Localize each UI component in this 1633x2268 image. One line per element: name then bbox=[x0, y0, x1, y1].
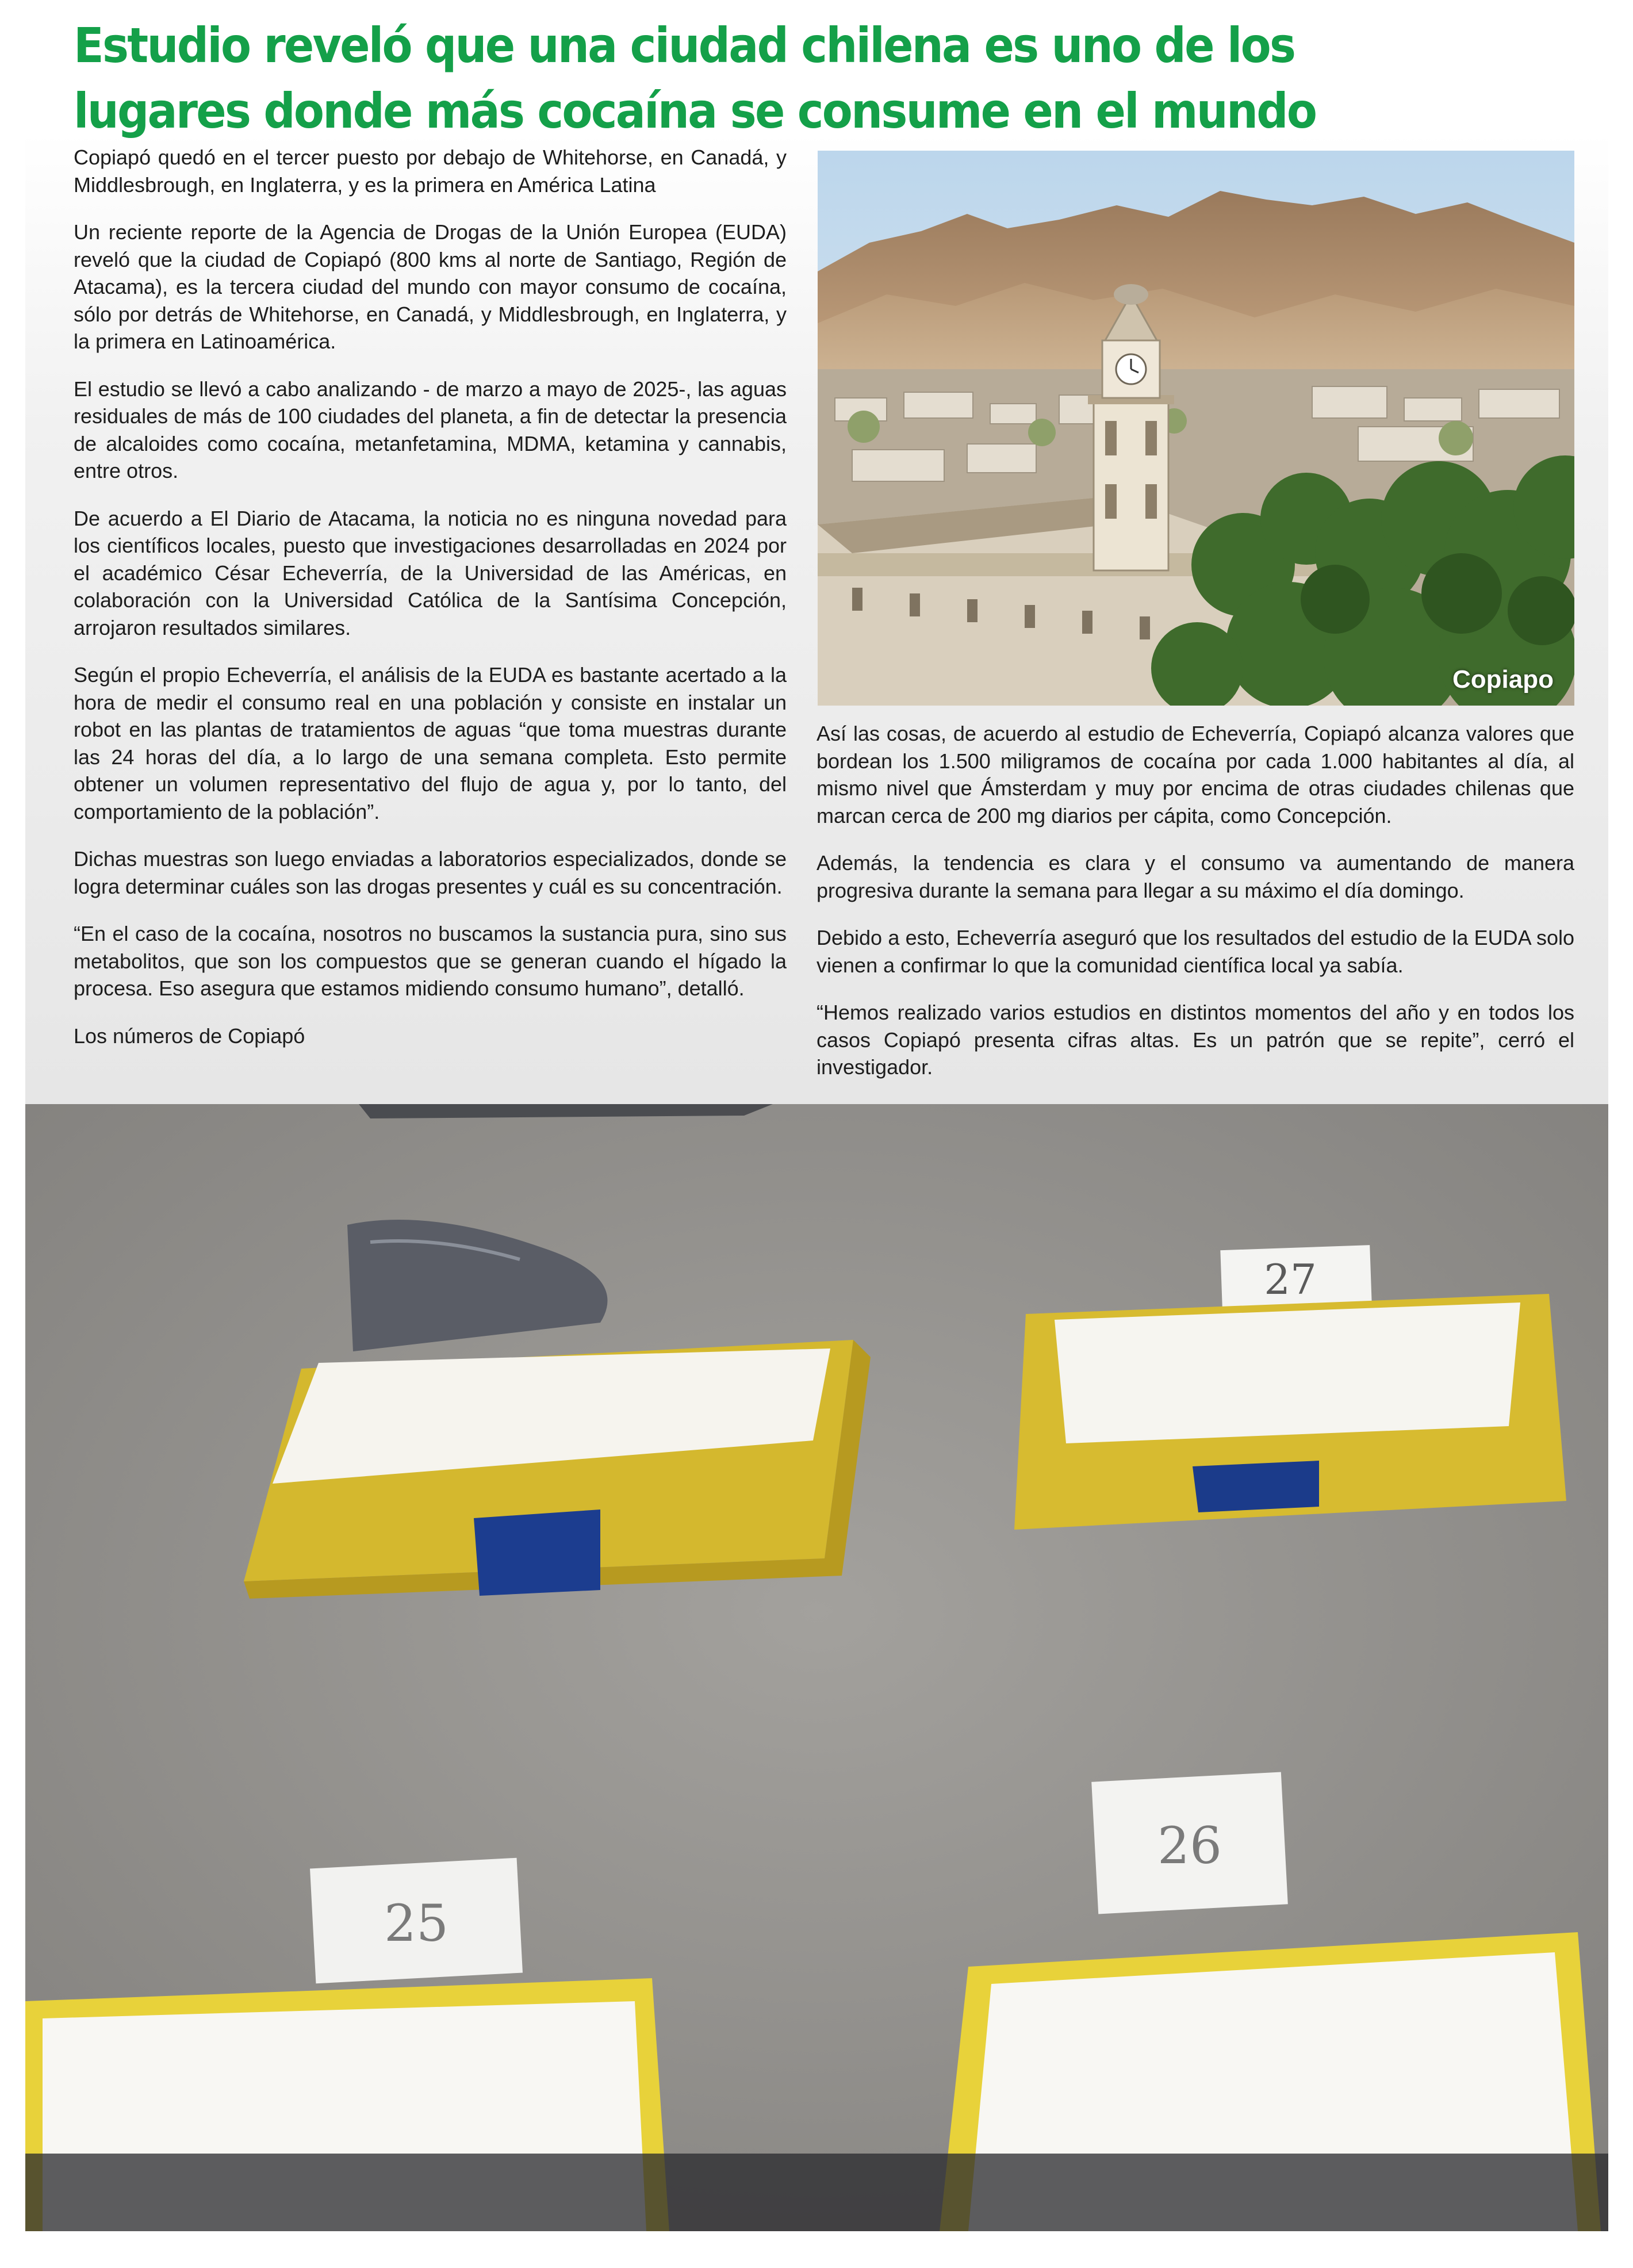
article-paragraph: El estudio se llevó a cabo analizando - de marzo a mayo de 2025-, las aguas residuales de más de 100 ciudades del planeta, a fin de detectar la presencia de alcaloides como cocaína, metanfetamina, MDMA, ketamina y cannabis, entre otros. bbox=[74, 377, 787, 482]
article-paragraph: De acuerdo a El Diario de Atacama, la noticia no es ninguna novedad para los científicos locales, puesto que investigaciones desarrolladas en 2024 por el académico César Echeverría, de la Universidad de las Américas, en colaboración con la Universidad Católica de la Santísima Concepción, arrojaron resultados similares. bbox=[74, 506, 787, 639]
evidence-label-27: 27 bbox=[1264, 1255, 1317, 1304]
article-paragraph: Un reciente reporte de la Agencia de Drogas de la Unión Europea (EUDA) reveló que la ciudad de Copiapó (800 kms al norte de Santiago, Región de Atacama), es la tercera ciudad del mundo con mayor consumo de cocaína, sólo por detrás de Whitehorse, en Canadá, y Middlesbrough, en Inglaterra, y la primera en Latinoamérica. bbox=[74, 220, 787, 353]
article-column-left bbox=[74, 144, 787, 1070]
article-paragraph: Además, la tendencia es clara y el consumo va aumentando de manera progresiva durante la semana para llegar a su máximo el día domingo. bbox=[816, 851, 1574, 902]
article-headline: Estudio reveló que una ciudad chilena es uno de los lugares donde más cocaína se consume en el mundo bbox=[74, 17, 1316, 139]
article-paragraph: “Hemos realizado varios estudios en distintos momentos del año y en todos los casos Copiapó presenta cifras altas. Es un patrón que se repite”, cerró el investigador. bbox=[816, 1001, 1574, 1079]
article-subheading: Los números de Copiapó bbox=[74, 1024, 305, 1048]
city-photo-illustration bbox=[818, 151, 1574, 706]
article-paragraph: Así las cosas, de acuerdo al estudio de Echeverría, Copiapó alcanza valores que bordean los 1.500 miligramos de cocaína por cada 1.000 habitantes al día, al mismo nivel que Ámsterdam y muy por encima de otras ciudades chilenas que marcan cerca de 200 mg diarios per cápita, como Concepción. bbox=[816, 722, 1574, 827]
city-photo-caption: Copiapo bbox=[1452, 665, 1554, 694]
article-lead: Copiapó quedó en el tercer puesto por debajo de Whitehorse, en Canadá, y Middlesbrough, en Inglaterra, y es la primera en América Latina bbox=[74, 145, 787, 197]
evidence-photo-footer-bar bbox=[25, 2154, 1608, 2231]
article-paragraph: Debido a esto, Echeverría aseguró que los resultados del estudio de la EUDA solo vienen a confirmar lo que la comunidad científica local ya sabía. bbox=[816, 926, 1574, 977]
article-column-right bbox=[816, 720, 1574, 1101]
article-paragraph: “En el caso de la cocaína, nosotros no buscamos la sustancia pura, sino sus metabolitos, que son los compuestos que se generan cuando el hígado la procesa. Eso asegura que estamos midiendo consumo humano”, detalló. bbox=[74, 922, 787, 1000]
evidence-photo bbox=[25, 1104, 1608, 2231]
city-photo bbox=[818, 151, 1574, 706]
evidence-photo-illustration bbox=[25, 1104, 1608, 2231]
article-paragraph: Dichas muestras son luego enviadas a laboratorios especializados, donde se logra determinar cuáles son las drogas presentes y cuál es su concentración. bbox=[74, 847, 787, 898]
article-paragraph: Según el propio Echeverría, el análisis de la EUDA es bastante acertado a la hora de medir el consumo real en una población y consiste en instalar un robot en las plantas de tratamientos de aguas “que toma muestras durante las 24 horas del día, a lo largo de una semana completa. Esto permite obtener un volumen representativo del flujo de agua y, por lo tanto, del comportamiento de la población”. bbox=[74, 663, 787, 823]
evidence-label-26: 26 bbox=[1157, 1816, 1222, 1875]
evidence-label-25: 25 bbox=[384, 1894, 448, 1953]
